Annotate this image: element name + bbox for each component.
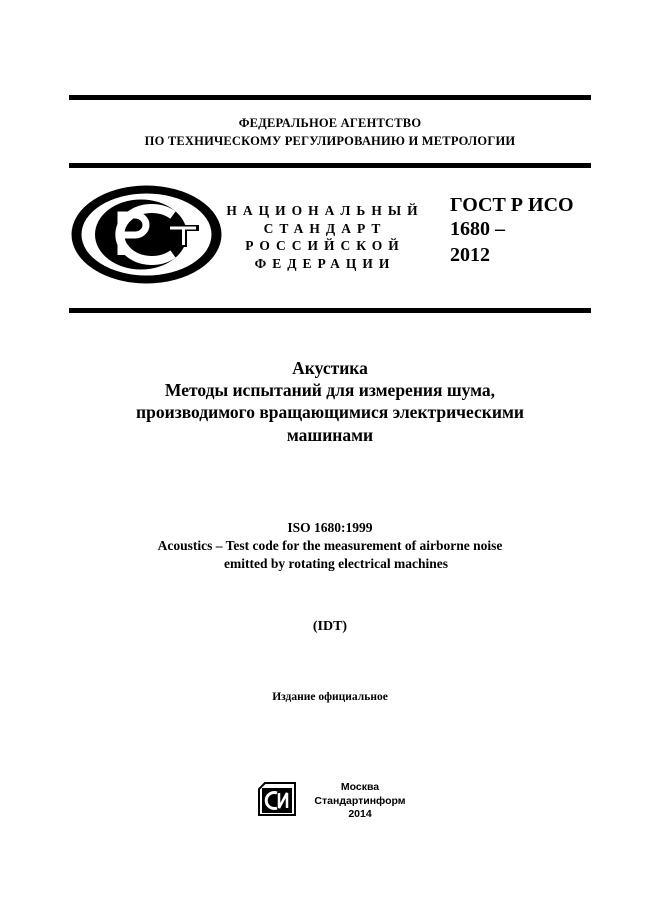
iso-title-line-1: Acoustics – Test code for the measurement of airborne noise — [157, 538, 503, 553]
document-title-line-2: Методы испытаний для измерения шума, — [164, 380, 496, 400]
standard-designation-line-3: 2012 — [450, 244, 490, 266]
iso-standard-code: ISO 1680:1999 — [287, 520, 373, 535]
gost-r-certification-logo-icon — [69, 183, 224, 286]
national-standard-line-2: СТАНДАРТ — [263, 221, 387, 236]
standartinform-logo-icon — [255, 779, 299, 819]
document-title-line-4: машинами — [286, 425, 374, 445]
national-standard-line-4: ФЕДЕРАЦИИ — [254, 256, 396, 271]
middle-rule — [69, 163, 591, 168]
national-standard-line-1: НАЦИОНАЛЬНЫЙ — [226, 203, 424, 218]
top-rule — [69, 95, 591, 100]
document-title-line-3: производимого вращающимися электрическими — [136, 402, 524, 422]
publisher-name: Стандартинформ — [314, 795, 406, 807]
agency-name-line-1: ФЕДЕРАЛЬНОЕ АГЕНТСТВО — [238, 116, 422, 130]
publication-year: 2014 — [348, 808, 372, 820]
standard-designation-line-1: ГОСТ Р ИСО — [450, 194, 574, 216]
publisher-city: Москва — [340, 781, 380, 793]
national-standard-line-3: РОССИЙСКОЙ — [245, 238, 405, 253]
document-title-line-1: Акустика — [292, 358, 368, 378]
standard-designation-line-2: 1680 – — [450, 218, 505, 240]
iso-title-line-2: emitted by rotating electrical machines — [224, 556, 448, 571]
agency-name-line-2: ПО ТЕХНИЧЕСКОМУ РЕГУЛИРОВАНИЮ И МЕТРОЛОГИИ — [144, 134, 516, 148]
edition-label: Издание официальное — [272, 691, 388, 703]
equivalence-degree: (IDT) — [312, 619, 348, 634]
bottom-rule — [69, 308, 591, 313]
